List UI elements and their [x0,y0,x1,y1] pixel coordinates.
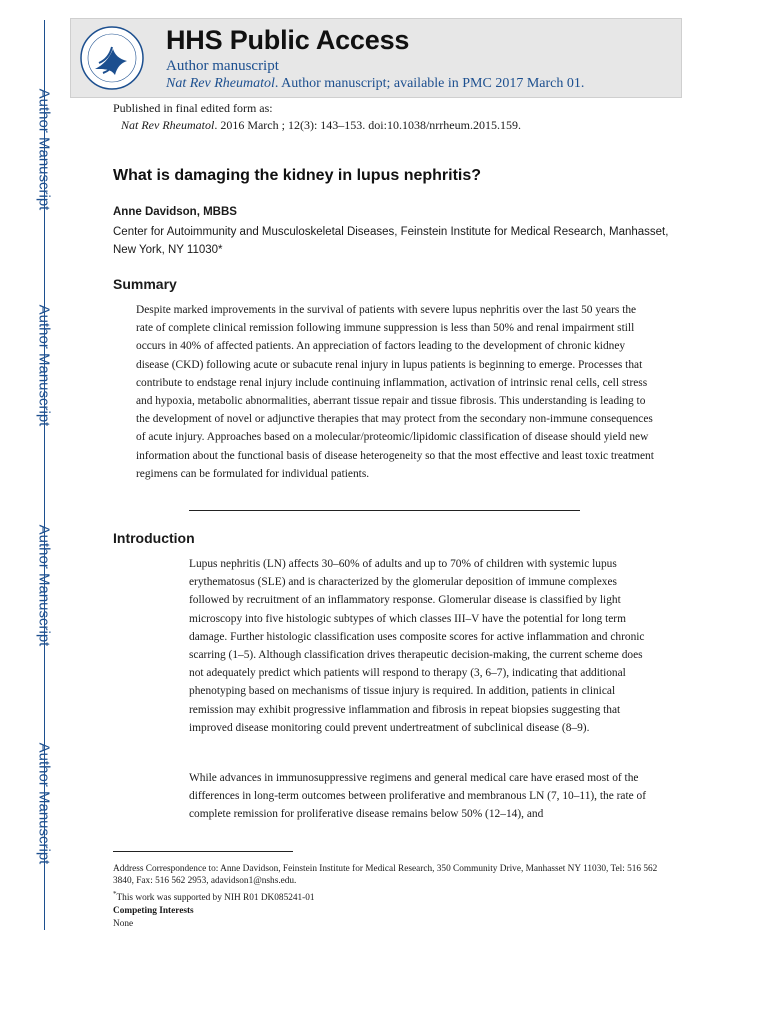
published-label: Published in final edited form as: [113,101,273,115]
correspondence-footnote: Address Correspondence to: Anne Davidson, Feinstein Institute for Medical Research, 350 Community Drive, Manhasset NY 11030, Tel: 516 562 3840, Fax: 516 562 2953, adavidson1@nshs.edu. [113,864,658,886]
side-label-author-manuscript [32,728,56,878]
introduction-paragraph-2: While advances in immunosuppressive regimens and general medical care have erased most of the differences in long-term outcomes between proliferative and membranous LN (7, 10–11), the rate of complete remission for proliferative disease remains below 50% (12–14), and [189,772,647,821]
support-footnote [113,888,673,904]
side-label-text: Author Manuscript [35,742,53,864]
side-label-author-manuscript [32,74,56,224]
support-text: This work was supported by NIH R01 DK085241-01 [116,893,315,904]
section-divider [189,510,580,511]
pmc-availability [166,76,584,92]
hhs-public-access-title: HHS Public Access [166,25,410,55]
competing-interests-heading: Competing Interests [113,906,194,916]
hhs-eagle-seal-icon [79,25,145,91]
published-citation [113,117,521,134]
author-name: Anne Davidson, MBBS [113,206,237,218]
journal-name: Nat Rev Rheumatol [166,76,275,91]
side-label-author-manuscript [32,290,56,440]
citation-text: . 2016 March ; 12(3): 143–153. doi:10.1038/nrrheum.2015.159. [214,118,521,132]
hhs-header-box [70,18,682,98]
footnote-divider [113,851,293,852]
published-info [113,100,521,134]
introduction-paragraph-1: Lupus nephritis (LN) affects 30–60% of adults and up to 70% of children with systemic lupus erythematosus (SLE) and is characterized by the glomerular deposition of immune complexes followed by recruitment of an inflammatory response. Glomerular disease is classified by light microscopy into five histologic subtypes of which classes III–V have the potential for long term damage. Further histologic classification uses composite scores for active inflammation and chronic scarring (1–5). Although classification drives therapeutic decision-making, the current scheme does not adequately predict which patients will respond to therapy (3, 6–7), indicating that additional phenotyping based on mechanisms of tissue injury is required. In addition, patients in clinical remission may exhibit progressive inflammation and fibrosis in repeat biopsies suggesting that improved disease monitoring could prevent undertreatment of subclinical disease (8–9). [189,558,645,734]
author-affiliation: Center for Autoimmunity and Musculoskeletal Diseases, Feinstein Institute for Medical Research, Manhasset, New York, NY 11030* [113,226,669,256]
side-label-text: Author Manuscript [35,88,53,210]
summary-heading: Summary [113,276,177,292]
availability-text: . Author manuscript; available in PMC 2017 March 01. [274,76,585,91]
competing-interests-text: None [113,919,134,929]
footnote-mark: * [113,890,117,898]
summary-paragraph: Despite marked improvements in the survival of patients with severe lupus nephritis over the last 50 years the rate of complete clinical remission following immune suppression is less than 50% and renal impairment still occurs in 40% of affected patients. An appreciation of factors leading to the development of chronic kidney disease (CKD) following acute or subacute renal injury in lupus patients is beginning to emerge. Processes that contribute to endstage renal injury include continuing inflammation, activation of intrinsic renal cells, cell stress and hypoxia, metabolic abnormalities, aberrant tissue repair and tissue fibrosis. This understanding is leading to the development of novel or adjunctive therapies that may protect from the secondary non-immune consequences of acute injury. Approaches based on a molecular/proteomic/lipidomic classification of disease should yield new information about the functional basis of disease heterogeneity so that the most effective and least toxic treatment regimens can be formulated for individual patients. [136,304,654,480]
journal-name: Nat Rev Rheumatol [121,118,215,132]
article-title: What is damaging the kidney in lupus nephritis? [113,167,482,184]
introduction-heading: Introduction [113,530,195,546]
side-label-author-manuscript [32,510,56,660]
side-label-text: Author Manuscript [35,304,53,426]
author-manuscript-subtitle: Author manuscript [166,58,279,74]
side-label-text: Author Manuscript [35,524,53,646]
